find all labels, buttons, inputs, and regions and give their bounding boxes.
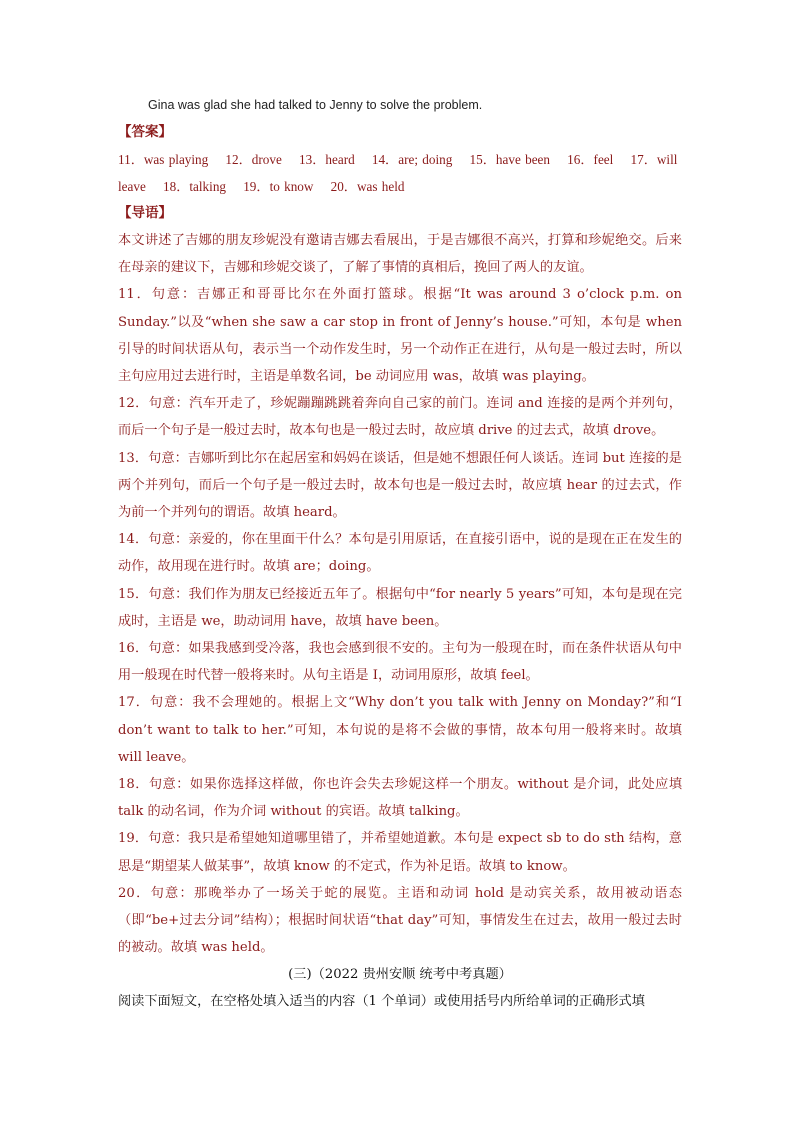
section-title: (三)（2022 贵州安顺 统考中考真题） (288, 967, 512, 983)
answers-line-2: leave 18．talking 19．to know 20．was held (118, 179, 405, 194)
note-14: 14．句意：亲爱的，你在里面干什么？本句是引用原话，在直接引语中，说的是现在正在发生的动作，故用现在进行时。故填 are；doing。 (118, 532, 682, 575)
note-12: 12．句意：汽车开走了，珍妮蹦蹦跳跳着奔向自己家的前门。连词 and 连接的是两个并列句，而后一个句子是一般过去时，故本句也是一般过去时，故应填 drive 的过去式，故填 drove。 (118, 396, 682, 439)
answers-line-1: 11．was playing 12．drove 13．heard 14．are; doing 15．have been 16．feel 17．will (118, 152, 678, 167)
note-11: 11．句意：吉娜正和哥哥比尔在外面打篮球。根据“It was around 3 o’clock p.m. on Sunday.”以及“when she saw a car stop in front of Jenny’s house.”可知，本句是 when 引导的时间状语从句，表示当一个动作发生时，另一个动作正在进行，从句是一般过去时，所以主句应用过去进行时，主语是单数名词，be 动词应用 was，故填 was playing。 (118, 287, 682, 385)
note-16: 16．句意：如果我感到受冷落，我也会感到很不安的。主句为一般现在时，而在条件状语从句中用一般现在时代替一般将来时。从句主语是 I，动词用原形，故填 feel。 (118, 641, 682, 684)
guide-text: 本文讲述了吉娜的朋友珍妮没有邀请吉娜去看展出，于是吉娜很不高兴，打算和珍妮绝交。后来在母亲的建议下，吉娜和珍妮交谈了，了解了事情的真相后，挽回了两人的友谊。 (118, 233, 682, 276)
note-15: 15．句意：我们作为朋友已经接近五年了。根据句中“for nearly 5 years”可知，本句是现在完成时，主语是 we，助动词用 have，故填 have been。 (118, 586, 682, 629)
instruction-text: 阅读下面短文，在空格处填入适当的内容（1 个单词）或使用括号内所给单词的正确形式填 (118, 994, 645, 1010)
note-18: 18．句意：如果你选择这样做，你也许会失去珍妮这样一个朋友。without 是介词，此处应填 talk 的动名词，作为介词 without 的宾语。故填 talking。 (118, 777, 682, 820)
note-20: 20．句意：那晚举办了一场关于蛇的展览。主语和动词 hold 是动宾关系，故用被动语态（即“be+过去分词”结构）；根据时间状语“that day”可知，事情发生在过去，故用一般过去时的被动。故填 was held。 (118, 885, 682, 956)
note-19: 19．句意：我只是希望她知道哪里错了，并希望她道歉。本句是 expect sb to do sth 结构，意思是“期望某人做某事”，故填 know 的不定式，作为补足语。故填 to know。 (118, 831, 682, 874)
page-content (118, 92, 682, 1015)
guide-heading: 【导语】 (118, 205, 172, 221)
answer-heading: 【答案】 (118, 124, 172, 140)
note-13: 13．句意：吉娜听到比尔在起居室和妈妈在谈话，但是她不想跟任何人谈话。连词 but 连接的是两个并列句，而后一个句子是一般过去时，故本句也是一般过去时，故应填 hear 的过去式，作为前一个并列句的谓语。故填 heard。 (118, 450, 682, 521)
top-sentence: Gina was glad she had talked to Jenny to solve the problem. (148, 98, 483, 112)
note-17: 17．句意：我不会理她的。根据上文“Why don’t you talk with Jenny on Monday?”和“I don’t want to talk to her.”可知，本句说的是将不会做的事情，故本句用一般将来时。故填 will leave。 (118, 695, 682, 765)
